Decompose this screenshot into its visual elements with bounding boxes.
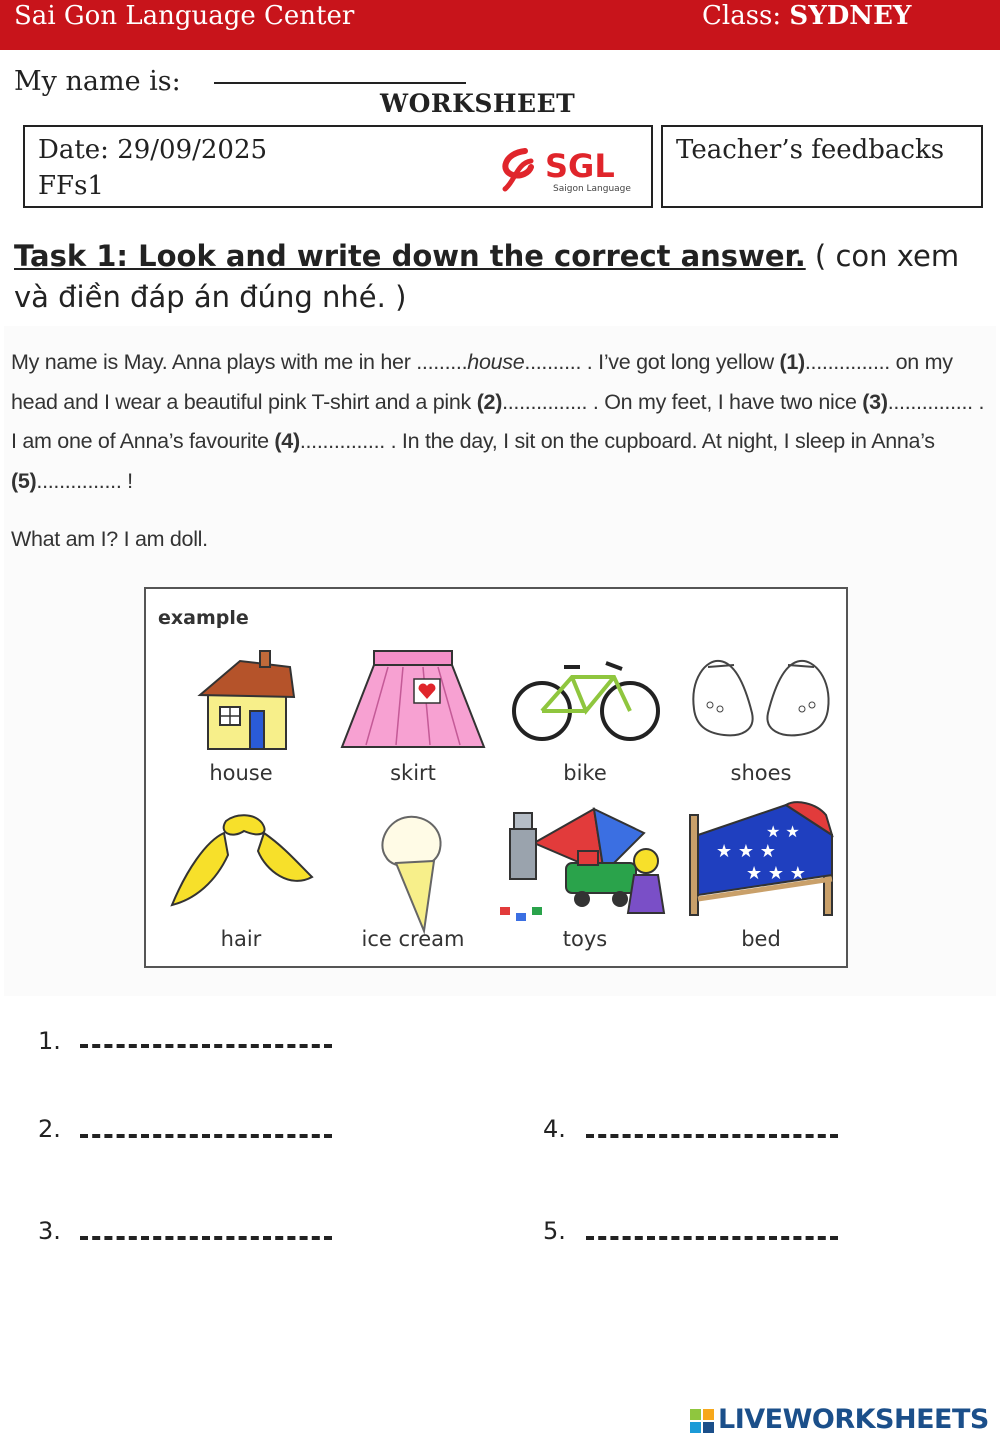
- blank-1-label: (1): [779, 350, 805, 374]
- svg-text:★ ★ ★: ★ ★ ★: [746, 863, 806, 884]
- info-box: [23, 125, 653, 208]
- answer-number: 1.: [38, 1027, 61, 1055]
- answer-input-3[interactable]: [80, 1236, 332, 1240]
- passage-text: [11, 343, 986, 501]
- name-label: My name is:: [14, 66, 181, 97]
- passage-part: ............... !: [36, 468, 133, 493]
- task-instruction: ( con xem và điền đáp án đúng nhé. ): [14, 239, 960, 314]
- blank-5-label: (5): [11, 468, 37, 493]
- teacher-feedback-box: [661, 125, 983, 208]
- answer-number: 3.: [38, 1217, 61, 1245]
- answer-number: 2.: [38, 1115, 61, 1143]
- answer-input-4[interactable]: [586, 1134, 838, 1138]
- hair-icon: [166, 811, 316, 911]
- center-name: Sai Gon Language Center: [14, 1, 355, 31]
- passage-part: ............... on my head and I wear a beautiful pink T-shirt and a pink: [11, 350, 953, 414]
- task-title: Task 1: Look and write down the correct answer.: [14, 239, 806, 273]
- logo-subtext: Saigon Language: [553, 184, 631, 194]
- answer-input-5[interactable]: [586, 1236, 838, 1240]
- word-label: shoes: [730, 761, 792, 785]
- passage-part: ............... . In the day, I sit on the cupboard. At night, I sleep in Anna’s: [299, 429, 935, 453]
- blank-2-label: (2): [476, 389, 503, 414]
- word-label: bike: [563, 761, 607, 785]
- word-label: bed: [741, 927, 781, 951]
- date-text: Date: 29/09/2025: [38, 135, 268, 165]
- ice-cream-icon: [374, 809, 454, 935]
- answer-input-2[interactable]: [80, 1134, 332, 1138]
- bed-icon: [686, 795, 838, 919]
- passage-part: .......... . I’ve got long yellow: [524, 350, 780, 374]
- answer-input-1[interactable]: [80, 1044, 332, 1048]
- passage-part: My name is May. Anna plays with me in her .........: [11, 350, 468, 374]
- example-label: example: [158, 607, 249, 629]
- feedback-label: Teacher’s feedbacks: [676, 135, 945, 165]
- liveworksheets-brand: LIVEWORKSHEETS: [718, 1404, 989, 1435]
- class-name: SYDNEY: [789, 1, 912, 31]
- passage-part: ............... . On my feet, I have two nice: [502, 389, 863, 414]
- liveworksheets-logo: [690, 1403, 990, 1437]
- riddle-text: What am I? I am doll.: [11, 527, 208, 551]
- blank-3-label: (3): [862, 389, 888, 414]
- svg-text:★ ★ ★: ★ ★ ★: [716, 841, 776, 862]
- liveworksheets-icon: [690, 1409, 714, 1433]
- word-label: skirt: [390, 761, 436, 785]
- name-input-line[interactable]: [214, 82, 466, 84]
- word-label: hair: [220, 927, 262, 951]
- bike-icon: [510, 653, 662, 745]
- toys-icon: [494, 803, 674, 927]
- course-code: FFs1: [38, 171, 104, 201]
- word-label: ice cream: [361, 927, 465, 951]
- word-label: house: [209, 761, 273, 785]
- class-info: [702, 0, 911, 32]
- answer-number: 4.: [543, 1115, 566, 1143]
- blank-4-label: (4): [274, 429, 300, 453]
- word-picture-box: [144, 587, 848, 968]
- worksheet-title: WORKSHEET: [380, 89, 576, 118]
- task-heading: [14, 236, 984, 318]
- logo-text: SGL: [545, 147, 615, 185]
- word-label: toys: [562, 927, 608, 951]
- answer-number: 5.: [543, 1217, 566, 1245]
- shoes-icon: [686, 649, 836, 741]
- passage-part: ............... . I am one of Anna’s favourite: [11, 389, 985, 453]
- sgl-logo: [495, 141, 645, 197]
- house-icon: [190, 645, 300, 753]
- class-label: Class:: [702, 1, 782, 31]
- header-bar: [0, 0, 1000, 50]
- svg-text:★ ★: ★ ★: [766, 822, 800, 841]
- skirt-icon: [338, 647, 488, 753]
- example-word: house: [467, 350, 525, 374]
